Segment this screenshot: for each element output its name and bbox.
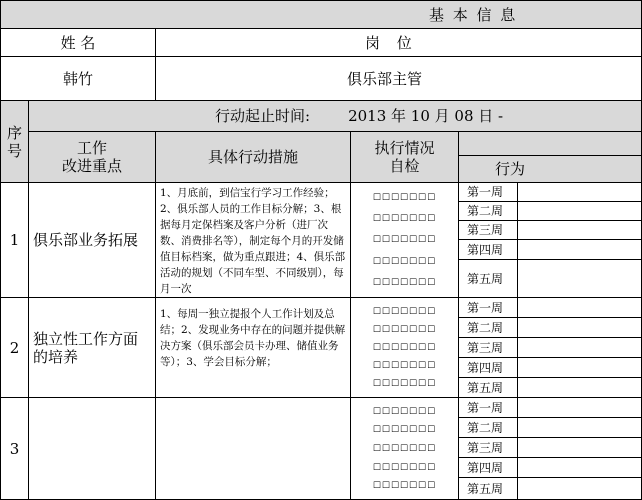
row-1-week-2: 第二周 (458, 201, 518, 221)
checkbox-row: □□□□□□□ (372, 461, 437, 472)
post-label: 岗 位 (155, 28, 642, 57)
checkbox-row: □□□□□□□ (372, 378, 437, 389)
row-2-week-3: 第三周 (458, 337, 518, 358)
time-row (28, 100, 642, 132)
row-1-week-3: 第三周 (458, 220, 518, 240)
name-value: 韩竹 (0, 56, 156, 101)
measures-header: 具体行动措施 (155, 131, 351, 183)
checkbox-row: □□□□□□□ (372, 305, 437, 316)
start-time-value: 2013 年 10 月 08 日 - (348, 107, 504, 125)
row-2-action-week-2 (517, 317, 642, 338)
row-1-week-1: 第一周 (458, 182, 518, 202)
row-2-action-week-5 (517, 377, 642, 398)
row-3-week-5: 第五周 (458, 477, 518, 500)
checkbox-row: □□□□□□□ (372, 323, 437, 334)
checkbox-row: □□□□□□□ (372, 360, 437, 371)
checkbox-row: □□□□□□□ (372, 442, 437, 453)
checkbox-row: □□□□□□□ (372, 276, 437, 287)
row-1-seq: 1 (0, 182, 29, 298)
row-2-seq: 2 (0, 297, 29, 398)
row-2-self-check (350, 297, 459, 398)
row-3-seq: 3 (0, 397, 29, 500)
checkbox-row: □□□□□□□ (372, 480, 437, 491)
row-2-measures: 1、每周一独立提报个人工作计划及总结；2、发现业务中存在的问题并提供解决方案（俱乐部会员卡办理、储值业务等）；3、学会目标分解； (155, 297, 351, 398)
checkbox-row: □□□□□□□ (372, 424, 437, 435)
row-1-action-week-1 (517, 182, 642, 202)
row-3-action-week-2 (517, 417, 642, 438)
row-2-week-2: 第二周 (458, 317, 518, 338)
row-3-measures (155, 397, 351, 500)
seq-header: 序号 (0, 100, 29, 183)
row-1-week-5: 第五周 (458, 259, 518, 298)
row-1-focus: 俱乐部业务拓展 (28, 182, 156, 298)
row-3-action-week-4 (517, 457, 642, 478)
row-2-week-4: 第四周 (458, 357, 518, 378)
row-3-week-2: 第二周 (458, 417, 518, 438)
checkbox-row: □□□□□□□ (372, 234, 437, 245)
row-3-action-week-5 (517, 477, 642, 500)
row-2-action-week-4 (517, 357, 642, 378)
action-header-top (458, 131, 642, 156)
row-1-measures: 1、月底前，到信宝行学习工作经验；2、俱乐部人员的工作目标分解；3、根据每月定保档案及客户分析（进厂次数、消费排名等），制定每个月的开发储值目标档案，做为重点跟进；4、俱乐部活动的规划（不同车型、不同级别），每月一次 (155, 182, 351, 298)
row-3-focus (28, 397, 156, 500)
row-1-action-week-5 (517, 259, 642, 298)
checkbox-row: □□□□□□□ (372, 192, 437, 203)
checkbox-row: □□□□□□□ (372, 255, 437, 266)
row-1-week-4: 第四周 (458, 239, 518, 260)
post-value: 俱乐部主管 (155, 56, 642, 101)
name-label: 姓 名 (0, 28, 156, 57)
row-3-action-week-3 (517, 437, 642, 458)
checkbox-row: □□□□□□□ (372, 405, 437, 416)
row-1-action-week-2 (517, 201, 642, 221)
row-2-week-5: 第五周 (458, 377, 518, 398)
row-3-week-3: 第三周 (458, 437, 518, 458)
row-3-self-check (350, 397, 459, 500)
row-1-self-check (350, 182, 459, 298)
row-3-action-week-1 (517, 397, 642, 418)
focus-header: 工作 改进重点 (28, 131, 156, 183)
start-time-label: 行动起止时间: (215, 107, 311, 125)
row-3-week-4: 第四周 (458, 457, 518, 478)
row-1-action-week-3 (517, 220, 642, 240)
action-header: 行为 (458, 155, 642, 183)
checkbox-row: □□□□□□□ (372, 213, 437, 224)
basic-info-title: 基 本 信 息 (0, 0, 642, 29)
row-1-action-week-4 (517, 239, 642, 260)
row-2-action-week-3 (517, 337, 642, 358)
row-2-action-week-1 (517, 297, 642, 318)
self-check-header: 执行情况 自检 (350, 131, 459, 183)
row-2-week-1: 第一周 (458, 297, 518, 318)
checkbox-row: □□□□□□□ (372, 341, 437, 352)
row-3-week-1: 第一周 (458, 397, 518, 418)
row-2-focus: 独立性工作方面的培养 (28, 297, 156, 398)
